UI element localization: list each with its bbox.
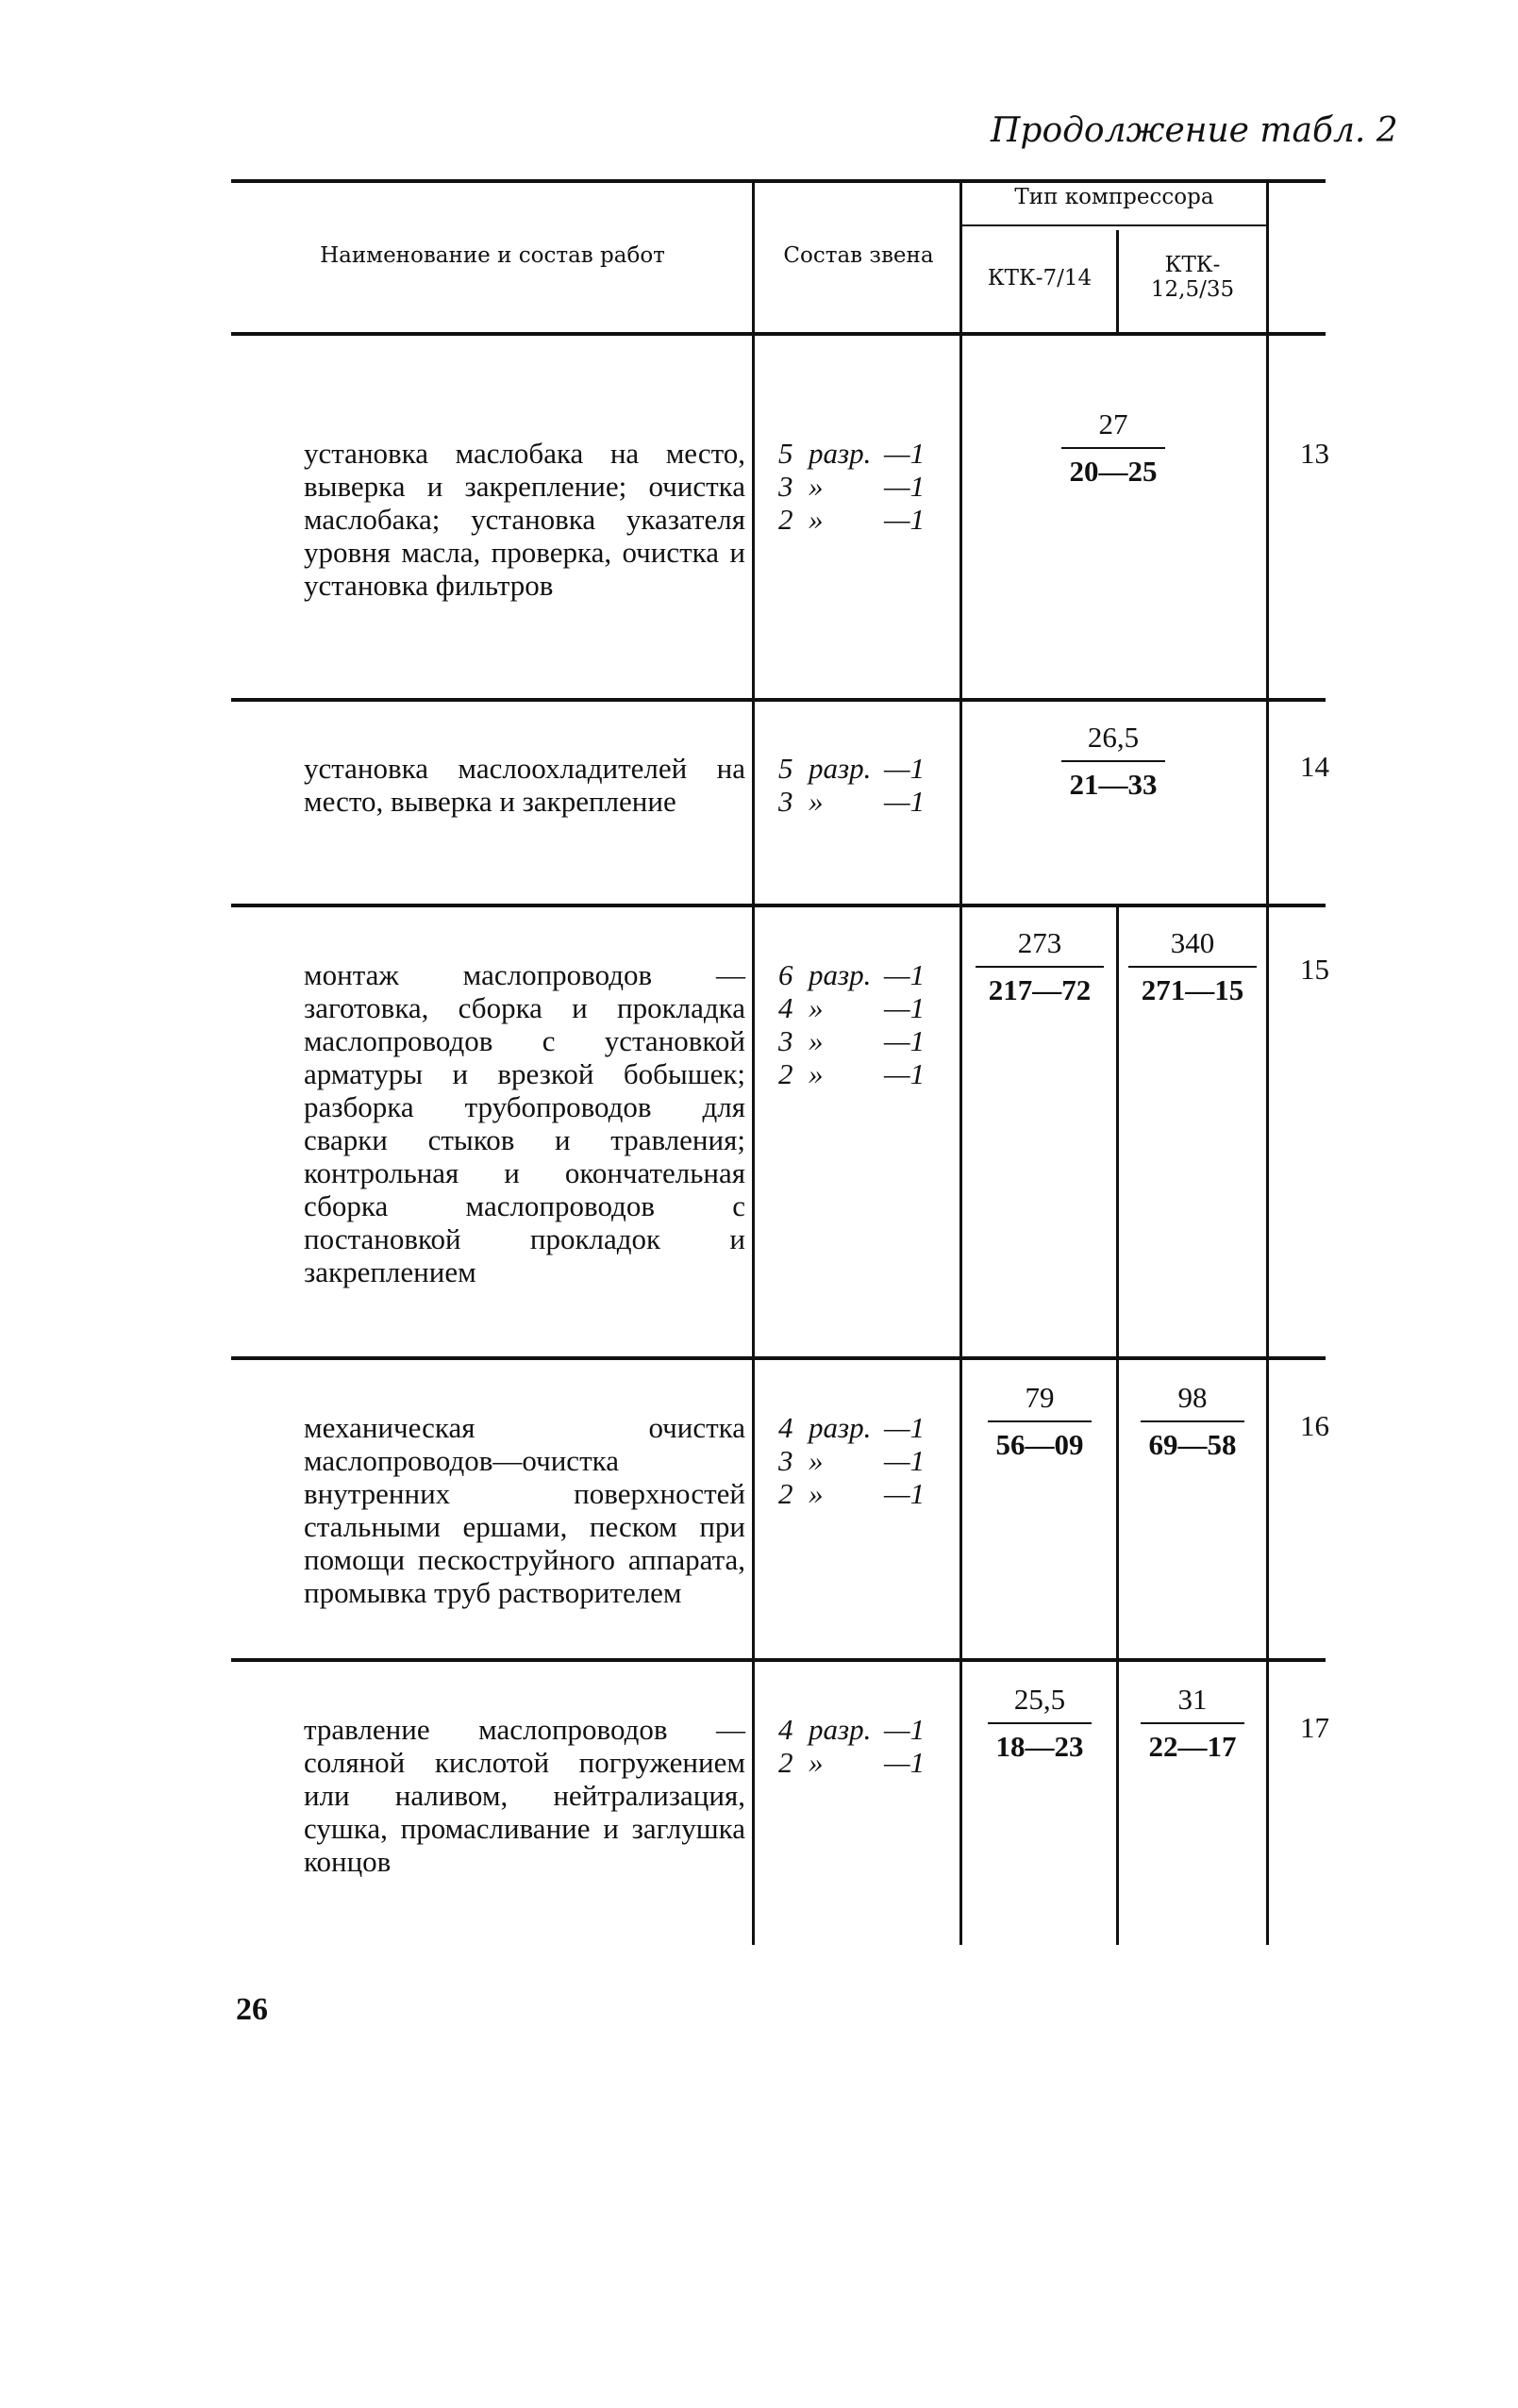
header-ktk-12-5-35-line2: 12,5/35 — [1150, 277, 1235, 302]
crew-grade: 4 — [778, 1411, 793, 1444]
crew-count: —1 — [884, 1411, 926, 1444]
row5-divider-a — [752, 1662, 755, 1945]
row3-divider-a — [752, 907, 755, 1356]
crew-count: —1 — [884, 1444, 926, 1477]
norm-price: 21—33 — [1069, 768, 1158, 801]
row2-divider-d — [1266, 702, 1269, 904]
norm-time: 98 — [1177, 1381, 1208, 1414]
norm-price: 217—72 — [988, 973, 1092, 1006]
row-separator-1 — [231, 698, 1326, 702]
norm-price: 69—58 — [1148, 1428, 1237, 1461]
crew-grade: 4 — [778, 991, 793, 1024]
crew-unit: » — [809, 1746, 824, 1779]
crew-unit: » — [809, 503, 824, 536]
header-ktk-12-5-35-line1: КТК- — [1164, 253, 1221, 277]
page-number: 26 — [236, 1992, 268, 2027]
crew-unit: разр. — [809, 437, 872, 470]
row-index: 17 — [1300, 1711, 1329, 1744]
crew-line — [778, 785, 958, 818]
row4-divider-a — [752, 1360, 755, 1658]
norm-time: 25,5 — [1013, 1683, 1066, 1716]
header-divider-4 — [1266, 183, 1269, 332]
row-separator-4 — [231, 1658, 1326, 1662]
crew-unit: » — [809, 991, 824, 1024]
row1-divider-b — [959, 336, 962, 698]
norm-price: 20—25 — [1069, 455, 1158, 488]
row-separator-3 — [231, 1356, 1326, 1360]
work-description: установка маслобака на место, выверка и закрепление; очистка маслобака; установка указателя уровня масла, проверка, очистка и установка фильтров — [304, 437, 745, 602]
norm-time: 26,5 — [1087, 721, 1140, 754]
norm-time: 79 — [1025, 1381, 1055, 1414]
crew-grade: 2 — [778, 503, 793, 536]
work-description: установка маслоохладителей на место, выверка и закрепление — [304, 752, 745, 818]
crew-grade: 3 — [778, 1024, 793, 1057]
crew-count: —1 — [884, 991, 926, 1024]
crew-line — [778, 1444, 958, 1477]
crew-grade: 3 — [778, 470, 793, 503]
row-separator-2 — [231, 904, 1326, 907]
crew-count: —1 — [884, 503, 926, 536]
crew-count: —1 — [884, 752, 926, 785]
norm-value-ktk-12-5-35 — [1119, 926, 1266, 1007]
norm-price: 22—17 — [1148, 1730, 1237, 1763]
crew-count: —1 — [884, 958, 926, 991]
norm-value-ktk-7-14 — [962, 1381, 1117, 1462]
crew-count: —1 — [884, 1746, 926, 1779]
norm-value-merged — [1038, 721, 1189, 802]
norm-value-ktk-7-14 — [962, 1683, 1117, 1764]
norm-price: 271—15 — [1141, 973, 1244, 1006]
header-divider-1 — [752, 183, 755, 332]
header-bottom-rule — [231, 332, 1326, 336]
table-continuation-caption: Продолжение табл. 2 — [991, 111, 1398, 150]
crew-unit: » — [809, 1477, 824, 1510]
row-index: 15 — [1300, 953, 1329, 986]
norm-value-ktk-12-5-35 — [1119, 1381, 1266, 1462]
crew-unit: » — [809, 1444, 824, 1477]
crew-unit: разр. — [809, 1713, 872, 1746]
crew-grade: 2 — [778, 1477, 793, 1510]
crew-unit: » — [809, 470, 824, 503]
row1-divider-a — [752, 336, 755, 698]
crew-count: —1 — [884, 1024, 926, 1057]
crew-count: —1 — [884, 1057, 926, 1090]
crew-line — [778, 991, 958, 1024]
work-description: травление маслопроводов — соляной кислотой погружением или наливом, нейтрализация, сушка, промасливание и заглушка концов — [304, 1713, 745, 1878]
crew-unit: разр. — [809, 752, 872, 785]
crew-line — [778, 1057, 958, 1090]
crew-unit: » — [809, 1024, 824, 1057]
crew-line — [778, 437, 958, 470]
crew-line — [778, 1713, 958, 1746]
norm-time: 31 — [1177, 1683, 1208, 1716]
crew-composition — [778, 958, 958, 1090]
norm-price: 56—09 — [995, 1428, 1084, 1461]
header-compressor-type: Тип компрессора — [1014, 185, 1214, 209]
norm-value-ktk-12-5-35 — [1119, 1683, 1266, 1764]
crew-line — [778, 752, 958, 785]
crew-unit: разр. — [809, 1411, 872, 1444]
row4-divider-d — [1266, 1360, 1269, 1658]
row3-divider-d — [1266, 907, 1269, 1356]
crew-grade: 3 — [778, 1444, 793, 1477]
crew-unit: » — [809, 1057, 824, 1090]
norm-time: 27 — [1098, 407, 1128, 440]
crew-grade: 2 — [778, 1746, 793, 1779]
crew-grade: 5 — [778, 437, 793, 470]
crew-grade: 5 — [778, 752, 793, 785]
crew-count: —1 — [884, 437, 926, 470]
crew-composition — [778, 1411, 958, 1510]
row-index: 13 — [1300, 437, 1329, 470]
work-description: монтаж маслопроводов — заготовка, сборка и прокладка маслопроводов с установкой арматуры и врезкой бобышек; разборка трубопроводов для сварки стыков и травления; контрольная и окончательная сборка маслопроводов с постановкой прокладок и закреплением — [304, 958, 745, 1288]
header-ktk-7-14: КТК-7/14 — [987, 266, 1093, 291]
row-index: 14 — [1300, 750, 1329, 783]
work-description: механическая очистка маслопроводов—очистка внутренних поверхностей стальными ершами, песком при помощи пескоструйного аппарата, промывка труб растворителем — [304, 1411, 745, 1609]
crew-line — [778, 470, 958, 503]
table-top-rule — [231, 179, 1326, 183]
norm-value-merged — [1038, 407, 1189, 489]
header-crew: Состав звена — [783, 243, 934, 268]
row1-divider-d — [1266, 336, 1269, 698]
crew-count: —1 — [884, 785, 926, 818]
crew-line — [778, 503, 958, 536]
crew-count: —1 — [884, 1713, 926, 1746]
norm-value-ktk-7-14 — [962, 926, 1117, 1007]
crew-grade: 6 — [778, 958, 793, 991]
crew-line — [778, 1411, 958, 1444]
row5-divider-d — [1266, 1662, 1269, 1945]
norm-time: 273 — [1017, 926, 1062, 959]
row2-divider-a — [752, 702, 755, 904]
crew-composition — [778, 1713, 958, 1779]
crew-count: —1 — [884, 1477, 926, 1510]
crew-line — [778, 958, 958, 991]
crew-line — [778, 1746, 958, 1779]
crew-unit: разр. — [809, 958, 872, 991]
crew-grade: 3 — [778, 785, 793, 818]
row-index: 16 — [1300, 1409, 1329, 1442]
crew-line — [778, 1477, 958, 1510]
header-work-name: Наименование и состав работ — [320, 243, 665, 268]
crew-grade: 2 — [778, 1057, 793, 1090]
compressor-type-underline — [962, 224, 1266, 226]
row2-divider-b — [959, 702, 962, 904]
norm-time: 340 — [1170, 926, 1215, 959]
norm-price: 18—23 — [995, 1730, 1084, 1763]
crew-grade: 4 — [778, 1713, 793, 1746]
crew-composition — [778, 752, 958, 818]
crew-line — [778, 1024, 958, 1057]
crew-count: —1 — [884, 470, 926, 503]
crew-unit: » — [809, 785, 824, 818]
crew-composition — [778, 437, 958, 536]
